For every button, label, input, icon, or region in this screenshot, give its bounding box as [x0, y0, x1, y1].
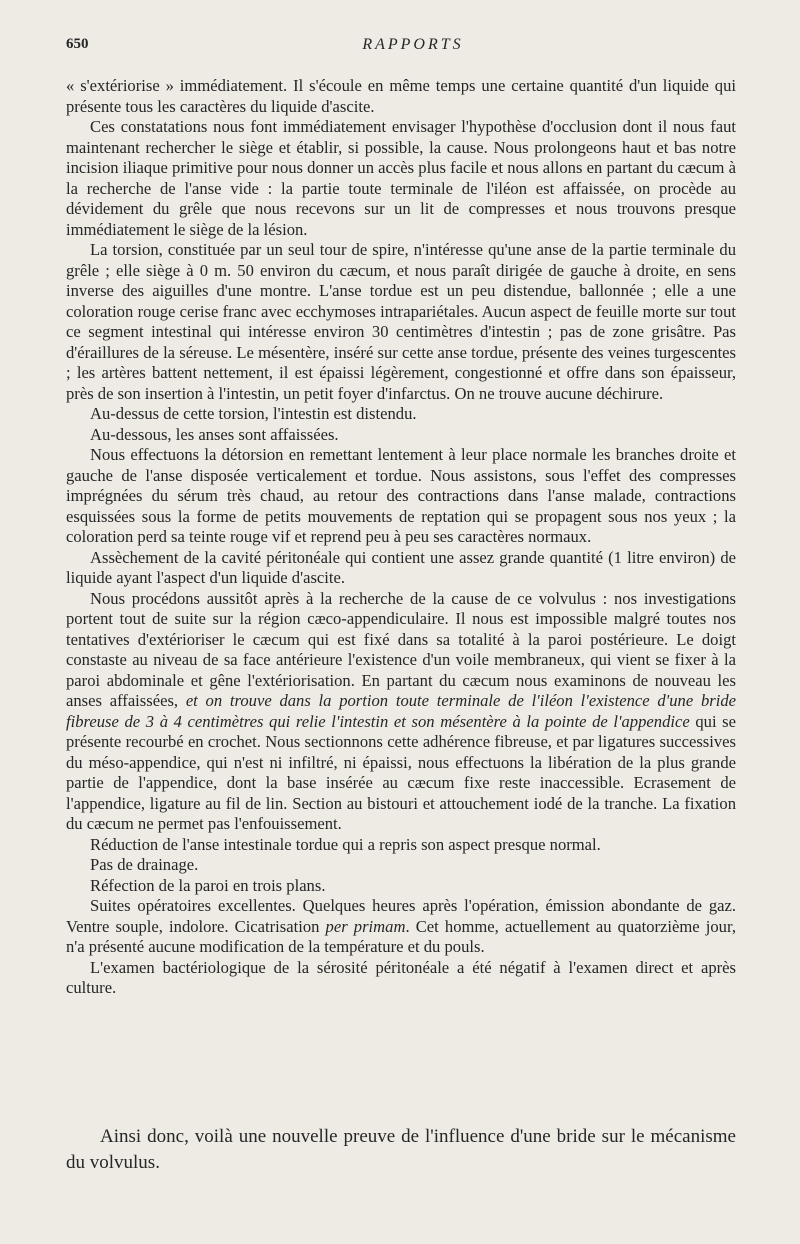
page-number: 650: [66, 36, 89, 52]
paragraph-text: L'examen bactériologique de la sérosité péritonéale a été négatif à l'examen direct et après culture.: [66, 957, 736, 997]
paragraph-6: [66, 445, 736, 548]
paragraph-text: Pas de drainage.: [90, 855, 199, 874]
paragraph-2: [66, 117, 736, 240]
paragraph-7: [66, 548, 736, 589]
paragraph-text: La torsion, constituée par un seul tour de spire, n'intéresse qu'une anse de la partie terminale du grêle ; elle siège à 0 m. 50 environ du cæcum, et nous paraît dirigée de gauche à droite, en sens inverse des aiguilles d'une montre. L'anse tordue est un peu distendue, ballonnée ; elle a une coloration rouge cerise franc avec ecchymoses intrapariétales. Aucun aspect de feuille morte sur tout ce segment intestinal qui intéresse environ 30 centimètres d'intestin ; pas de zone grisâtre. Pas d'éraillures de la séreuse. Le mésentère, inséré sur cette anse tordue, présente des veines turgescentes ; les artères battent nettement, il est épaissi légèrement, congestionné et offre dans son épaisseur, près de son insertion à l'intestin, un petit foyer d'infarctus. On ne trouve aucune déchirure.: [66, 240, 736, 403]
body-text: [66, 76, 736, 999]
paragraph-text: . Cet homme, actuellement au quatorzième jour, n'a présenté aucune modification de la température et du pouls.: [66, 916, 736, 956]
paragraph-5: [66, 425, 736, 446]
paragraph-1: [66, 76, 736, 117]
paragraph-text: Nous procédons aussitôt après à la recherche de la cause de ce volvulus : nos investigations portent tout de suite sur la région cæco-appendiculaire. Il nous est impossible malgré toutes nos tentatives d'extérioriser le cæcum qui est fixé dans sa totalité à la paroi postérieure. Le doigt constaste au niveau de sa face antérieure l'existence d'un voile membraneux, qui vient se fixer à la paroi abdominale et gêne l'extériorisation. En partant du cæcum nous examinons de nouveau les anses affaissées,: [66, 588, 736, 710]
paragraph-text: Assèchement de la cavité péritonéale qui contient une assez grande quantité (1 litre environ) de liquide ayant l'aspect d'un liquide d'ascite.: [66, 547, 736, 587]
paragraph-text: Réduction de l'anse intestinale tordue qui a repris son aspect presque normal.: [90, 834, 601, 854]
paragraph-text: Nous effectuons la détorsion en remettant lentement à leur place normale les branches droite et gauche de l'anse disposée verticalement et tordue. Nous assistons, sous l'effet des compresses imprégnées du sérum très chaud, au retour des contractions dans l'anse malade, contractions esquissées sous la forme de petits mouvements de reptation qui se propagent sous nos yeux ; la coloration perd sa teinte rouge vif et reprend peu à peu ses caractères normaux.: [66, 445, 736, 546]
paragraph-text: qui se présente recourbé en crochet. Nous sectionnons cette adhérence fibreuse, et par ligatures successives du méso-appendice, qui n'est ni infiltré, ni épaissi, nous effectuons la libération de la plus grande partie de l'appendice, dont la base insérée au cæcum fixe reste inaccessible. Ecrasement de l'appendice, ligature au fil de lin. Section au bistouri et attouchement iodé de la tranche. La fixation du cæcum ne permet pas l'enfouissement.: [66, 711, 737, 833]
paragraph-text: Au-dessus de cette torsion, l'intestin est distendu.: [90, 404, 417, 423]
paragraph-text: « s'extériorise » immédiatement. Il s'écoule en même temps une certaine quantité d'un liquide qui présente tous les caractères du liquide d'ascite.: [66, 76, 736, 116]
paragraph-text: Suites opératoires excellentes. Quelques heures après l'opération, émission abondante de gaz. Ventre souple, indolore. Cicatrisation: [66, 896, 736, 936]
running-title: RAPPORTS: [362, 36, 464, 53]
paragraph-8: [66, 589, 736, 835]
paragraph-3: [66, 240, 736, 404]
italic-emphasis: et on trouve dans la portion toute terminale de l'iléon l'existence d'une bride fibreuse de 3 à 4 centimètres qui relie l'intestin et son mésentère à la pointe de l'appendice: [66, 691, 736, 731]
paragraph-text: Ces constatations nous font immédiatement envisager l'hypothèse d'occlusion dont il nous faut maintenant rechercher le siège et établir, si possible, la cause. Nous prolongeons haut et bas notre incision iliaque primitive pour nous donner un accès plus facile et nous allons en partant du cæcum à la recherche de l'anse vide : la partie toute terminale de l'iléon est affaissée, on procède au dévidement du grêle que nous recevons sur un lit de compresses et nous trouvons presque immédiatement le siège de la lésion.: [66, 117, 736, 239]
paragraph-13: [66, 958, 736, 999]
paragraph-4: [66, 404, 736, 425]
paragraph-9: [66, 835, 736, 856]
paragraph-12: [66, 896, 736, 958]
page-header: [66, 36, 760, 60]
paragraph-text: Au-dessous, les anses sont affaissées.: [90, 424, 339, 444]
paragraph-11: [66, 876, 736, 897]
italic-emphasis: per primam: [325, 916, 406, 936]
paragraph-10: [66, 855, 736, 876]
paragraph-text: Réfection de la paroi en trois plans.: [90, 875, 326, 895]
closing-statement: Ainsi donc, voilà une nouvelle preuve de l'influence d'une bride sur le mécanisme du volvulus.: [66, 1126, 736, 1173]
